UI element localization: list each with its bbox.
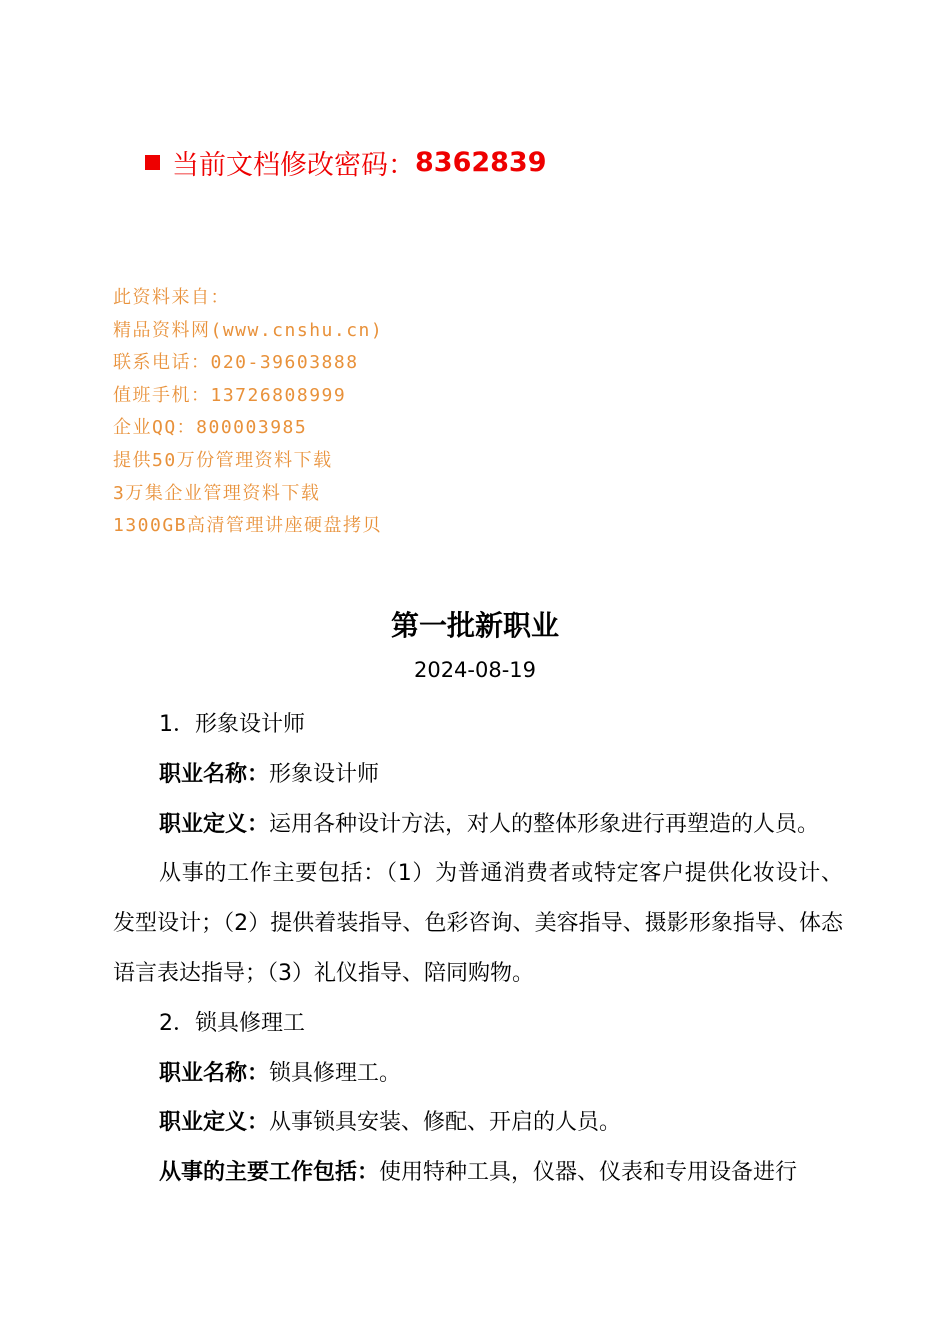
source-line: 精品资料网(www.cnshu.cn)	[113, 319, 384, 341]
job-name-label: 职业名称：	[159, 761, 270, 787]
job-name-value: 形象设计师	[269, 761, 380, 787]
square-bullet-icon	[145, 155, 160, 170]
source-line: 提供50万份管理资料下载	[113, 449, 333, 471]
job-heading: 2．锁具修理工	[159, 1010, 305, 1036]
job-work-value: 使用特种工具，仪器、仪表和专用设备进行	[379, 1160, 798, 1186]
job-name-row	[113, 750, 843, 800]
job-definition-row	[113, 800, 843, 850]
source-line: 联系电话：020-39603888	[113, 352, 359, 374]
document-date: 2024-08-19	[413, 658, 537, 682]
job-name-label: 职业名称：	[159, 1060, 270, 1086]
source-line: 此资料来自：	[113, 287, 230, 308]
job-heading: 1．形象设计师	[159, 712, 305, 737]
job-work-label: 从事的主要工作包括：	[159, 1160, 380, 1186]
job-definition-value: 运用各种设计方法，对人的整体形象进行再塑造的人员。	[269, 811, 820, 837]
job-definition-label: 职业定义：	[159, 1110, 270, 1136]
job-definition-value: 从事锁具安装、修配、开启的人员。	[269, 1110, 622, 1136]
source-line: 值班手机：13726808999	[113, 384, 347, 406]
password-notice	[145, 143, 547, 182]
job-definition-label: 职业定义：	[159, 811, 270, 837]
job-name-value: 锁具修理工。	[269, 1060, 402, 1086]
job-name-row	[113, 1049, 843, 1099]
source-line: 3万集企业管理资料下载	[113, 482, 321, 504]
document-title: 第一批新职业	[390, 609, 559, 642]
job-work-row	[113, 1148, 843, 1198]
password-label: 当前文档修改密码：	[172, 150, 415, 181]
source-info	[113, 282, 383, 543]
password-code: 8362839	[415, 147, 547, 178]
source-line: 1300GB高清管理讲座硬盘拷贝	[113, 515, 383, 537]
source-line: 企业QQ：800003985	[113, 417, 308, 439]
job-work-paragraph: 从事的工作主要包括：（1）为普通消费者或特定客户提供化妆设计、发型设计；（2）提供着装指导、色彩咨询、美容指导、摄影形象指导、体态语言表达指导；（3）礼仪指导、陪同购物。	[113, 861, 843, 986]
job-definition-row	[113, 1098, 843, 1148]
document-body	[113, 700, 843, 1198]
